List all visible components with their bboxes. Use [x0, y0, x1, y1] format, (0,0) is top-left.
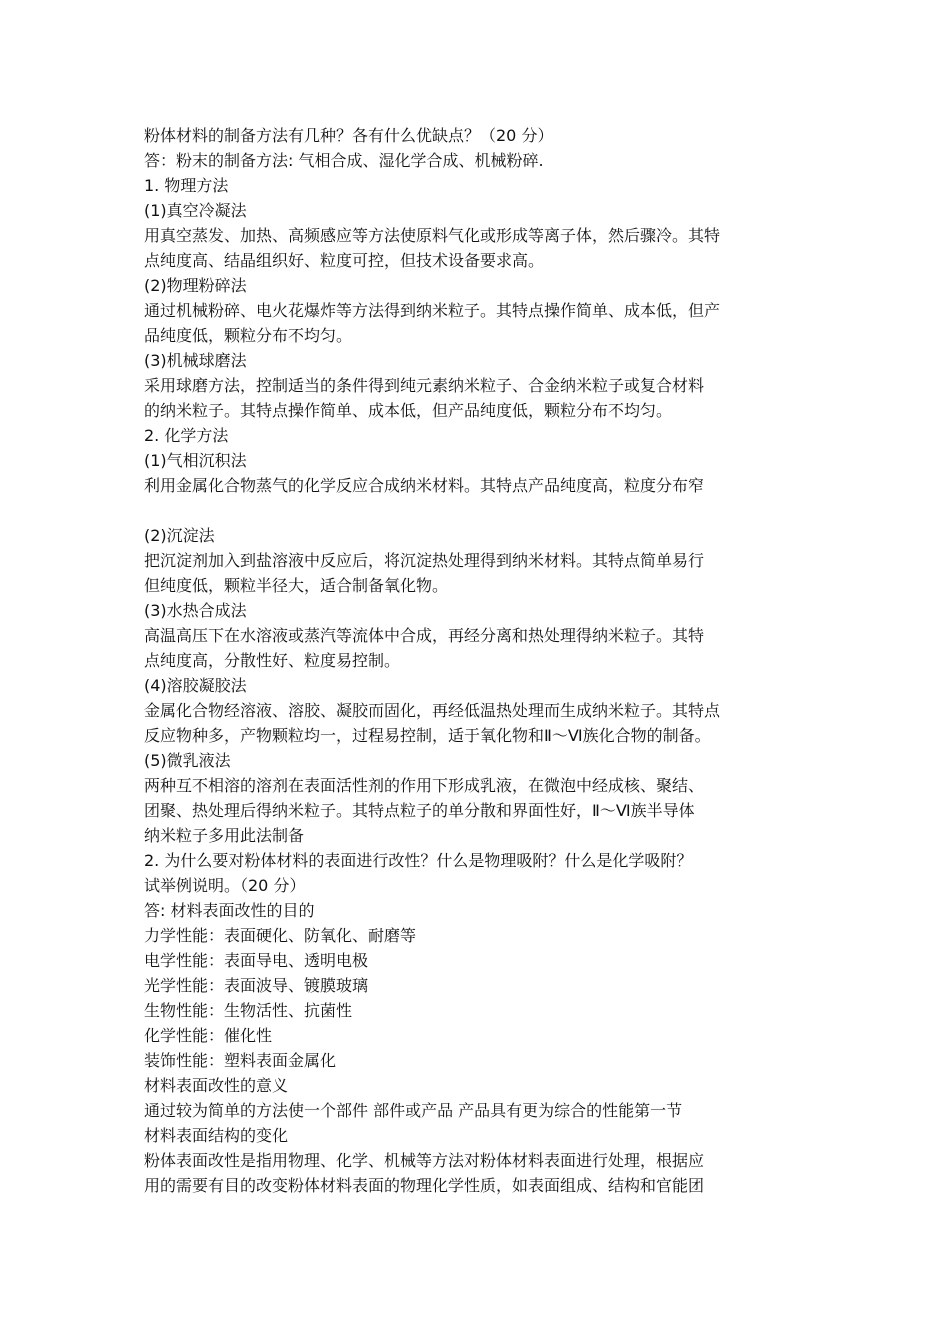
paragraph-line: 用真空蒸发、加热、高频感应等方法使原料气化或形成等离子体，然后骤冷。其特 — [144, 226, 721, 245]
subheading-significance: 材料表面改性的意义 — [144, 1076, 289, 1095]
question-2-title-cont: 试举例说明。（20 分） — [144, 876, 306, 895]
list-item: 生物性能：生物活性、抗菌性 — [144, 1001, 353, 1020]
paragraph-line: 利用金属化合物蒸气的化学反应合成纳米材料。其特点产品纯度高，粒度分布窄 — [144, 476, 705, 495]
subheading-surface-structure: 材料表面结构的变化 — [144, 1126, 289, 1145]
paragraph-line: 品纯度低，颗粒分布不均匀。 — [144, 326, 353, 345]
paragraph-line: 两种互不相溶的溶剂在表面活性剂的作用下形成乳液，在微泡中经成核、聚结、 — [144, 776, 705, 795]
method-physical-crushing-heading: (2)物理粉碎法 — [144, 276, 247, 295]
question-1-title: 粉体材料的制备方法有几种？各有什么优缺点？（20 分） — [144, 126, 554, 145]
method-vapor-deposition-heading: (1)气相沉积法 — [144, 451, 247, 470]
paragraph-line: 反应物种多，产物颗粒均一，过程易控制，适于氧化物和Ⅱ～Ⅵ族化合物的制备。 — [144, 726, 711, 745]
list-item: 力学性能：表面硬化、防氧化、耐磨等 — [144, 926, 417, 945]
paragraph-line: 高温高压下在水溶液或蒸汽等流体中合成，再经分离和热处理得纳米粒子。其特 — [144, 626, 705, 645]
paragraph-line: 但纯度低，颗粒半径大，适合制备氧化物。 — [144, 576, 449, 595]
method-microemulsion-heading: (5)微乳液法 — [144, 751, 231, 770]
method-precipitation-heading: (2)沉淀法 — [144, 526, 215, 545]
list-item: 装饰性能：塑料表面金属化 — [144, 1051, 337, 1070]
paragraph-line: 点纯度高、结晶组织好、粒度可控，但技术设备要求高。 — [144, 251, 545, 270]
list-item: 光学性能：表面波导、镀膜玻璃 — [144, 976, 369, 995]
section-physical-methods: 1. 物理方法 — [144, 176, 229, 195]
method-vacuum-condensation-heading: (1)真空冷凝法 — [144, 201, 247, 220]
paragraph-line: 纳米粒子多用此法制备 — [144, 826, 305, 845]
paragraph-line: 点纯度高，分散性好、粒度易控制。 — [144, 651, 401, 670]
method-hydrothermal-heading: (3)水热合成法 — [144, 601, 247, 620]
paragraph-line: 采用球磨方法，控制适当的条件得到纯元素纳米粒子、合金纳米粒子或复合材料 — [144, 376, 705, 395]
section-chemical-methods: 2. 化学方法 — [144, 426, 229, 445]
blank-line — [144, 498, 814, 523]
answer-2-intro: 答: 材料表面改性的目的 — [144, 901, 315, 920]
paragraph-line: 把沉淀剂加入到盐溶液中反应后，将沉淀热处理得到纳米材料。其特点简单易行 — [144, 551, 705, 570]
list-item: 电学性能：表面导电、透明电极 — [144, 951, 369, 970]
paragraph-line: 的纳米粒子。其特点操作简单、成本低，但产品纯度低，颗粒分布不均匀。 — [144, 401, 673, 420]
answer-1-intro: 答：粉末的制备方法: 气相合成、湿化学合成、机械粉碎. — [144, 151, 544, 170]
paragraph-line: 通过机械粉碎、电火花爆炸等方法得到纳米粒子。其特点操作简单、成本低，但产 — [144, 301, 721, 320]
list-item: 化学性能：催化性 — [144, 1026, 273, 1045]
paragraph-line: 用的需要有目的改变粉体材料表面的物理化学性质，如表面组成、结构和官能团 — [144, 1176, 705, 1195]
paragraph-line: 团聚、热处理后得纳米粒子。其特点粒子的单分散和界面性好，Ⅱ～Ⅵ族半导体 — [144, 801, 695, 820]
paragraph-line: 粉体表面改性是指用物理、化学、机械等方法对粉体材料表面进行处理，根据应 — [144, 1151, 705, 1170]
question-2-title: 2. 为什么要对粉体材料的表面进行改性？什么是物理吸附？什么是化学吸附？ — [144, 851, 693, 870]
document-page — [144, 123, 814, 1198]
method-ball-milling-heading: (3)机械球磨法 — [144, 351, 247, 370]
paragraph-line: 金属化合物经溶液、溶胶、凝胶而固化，再经低温热处理而生成纳米粒子。其特点 — [144, 701, 721, 720]
method-sol-gel-heading: (4)溶胶凝胶法 — [144, 676, 247, 695]
paragraph-line: 通过较为简单的方法使一个部件 部件或产品 产品具有更为综合的性能第一节 — [144, 1101, 683, 1120]
